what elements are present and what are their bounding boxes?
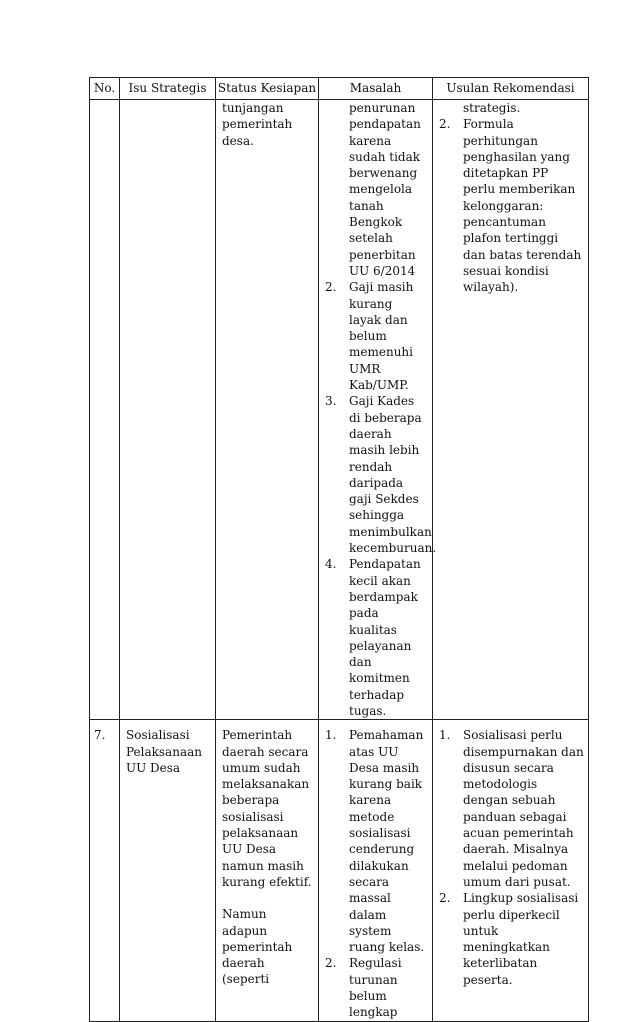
- masalah-list: [325, 279, 437, 719]
- list-item: 1. Pemahaman atas UU Desa masih kurang baik karena metode sosialisasi cenderung dilakukan secara massal dalam system ruang kelas.: [325, 728, 425, 955]
- cell-no: [90, 100, 120, 720]
- header-no: No.: [90, 78, 120, 100]
- header-isu-strategis: Isu Strategis: [120, 78, 216, 100]
- cell-no: 7.: [90, 720, 120, 1021]
- status-text: tunjangan pemerintah desa.: [222, 101, 293, 148]
- header-usulan-rekomendasi: Usulan Rekomendasi: [433, 78, 589, 100]
- table-header-row: [90, 78, 589, 100]
- usulan-continuation: strategis.: [463, 101, 521, 115]
- cell-status: [216, 720, 319, 1021]
- list-item: 4. Pendapatan kecil akan berdampak pada kualitas pelayanan dan komitmen terhadap tugas.: [325, 557, 421, 718]
- list-item: 2. Formula perhitungan penghasilan yang ditetapkan PP perlu memberikan kelonggaran: pencantuman plafon tertinggi dan batas terendah sesuai kondisi wilayah).: [439, 117, 582, 295]
- masalah-continuation: penurunan pendapatan karena sudah tidak berwenang mengelola tanah Bengkok setelah penerbitan UU 6/2014: [349, 101, 421, 278]
- list-item: 2. Gaji masih kurang layak dan belum memenuhi UMR Kab/UMP.: [325, 280, 414, 393]
- usulan-list: [439, 116, 584, 295]
- list-item: 3. Gaji Kades di beberapa daerah masih lebih rendah daripada gaji Sekdes sehingga menimbulkan kecemburuan.: [325, 394, 437, 556]
- cell-usulan: [433, 100, 589, 720]
- cell-masalah: [319, 100, 437, 720]
- cell-usulan: [433, 720, 589, 1021]
- cell-status: [216, 100, 319, 720]
- strategic-issues-table: [89, 77, 589, 1022]
- status-paragraph-1: Pemerintah daerah secara umum sudah melaksanakan beberapa sosialisasi pelaksanaan UU Desa namun masih kurang efektif.: [222, 728, 312, 889]
- cell-isu: [120, 100, 216, 720]
- header-masalah: Masalah: [319, 78, 433, 100]
- table-row: [90, 100, 589, 720]
- cell-isu: Sosialisasi Pelaksanaan UU Desa: [120, 720, 216, 1021]
- status-paragraph-2: Namun adapun pemerintah daerah (seperti: [222, 907, 293, 987]
- cell-masalah: [319, 720, 433, 1021]
- table-row: [90, 720, 589, 1021]
- list-item: 1. Sosialisasi perlu disempurnakan dan disusun secara metodologis dengan sebuah panduan sebagai acuan pemerintah daerah. Misalnya melalui pedoman umum dari pusat.: [439, 728, 584, 889]
- list-item: 2. Regulasi turunan belum lengkap: [325, 956, 402, 1020]
- list-item: 2. Lingkup sosialisasi perlu diperkecil untuk meningkatkan keterlibatan peserta.: [439, 891, 579, 987]
- header-status-kesiapan: Status Kesiapan: [216, 78, 319, 100]
- masalah-list: [325, 727, 428, 1020]
- usulan-list: [439, 727, 584, 988]
